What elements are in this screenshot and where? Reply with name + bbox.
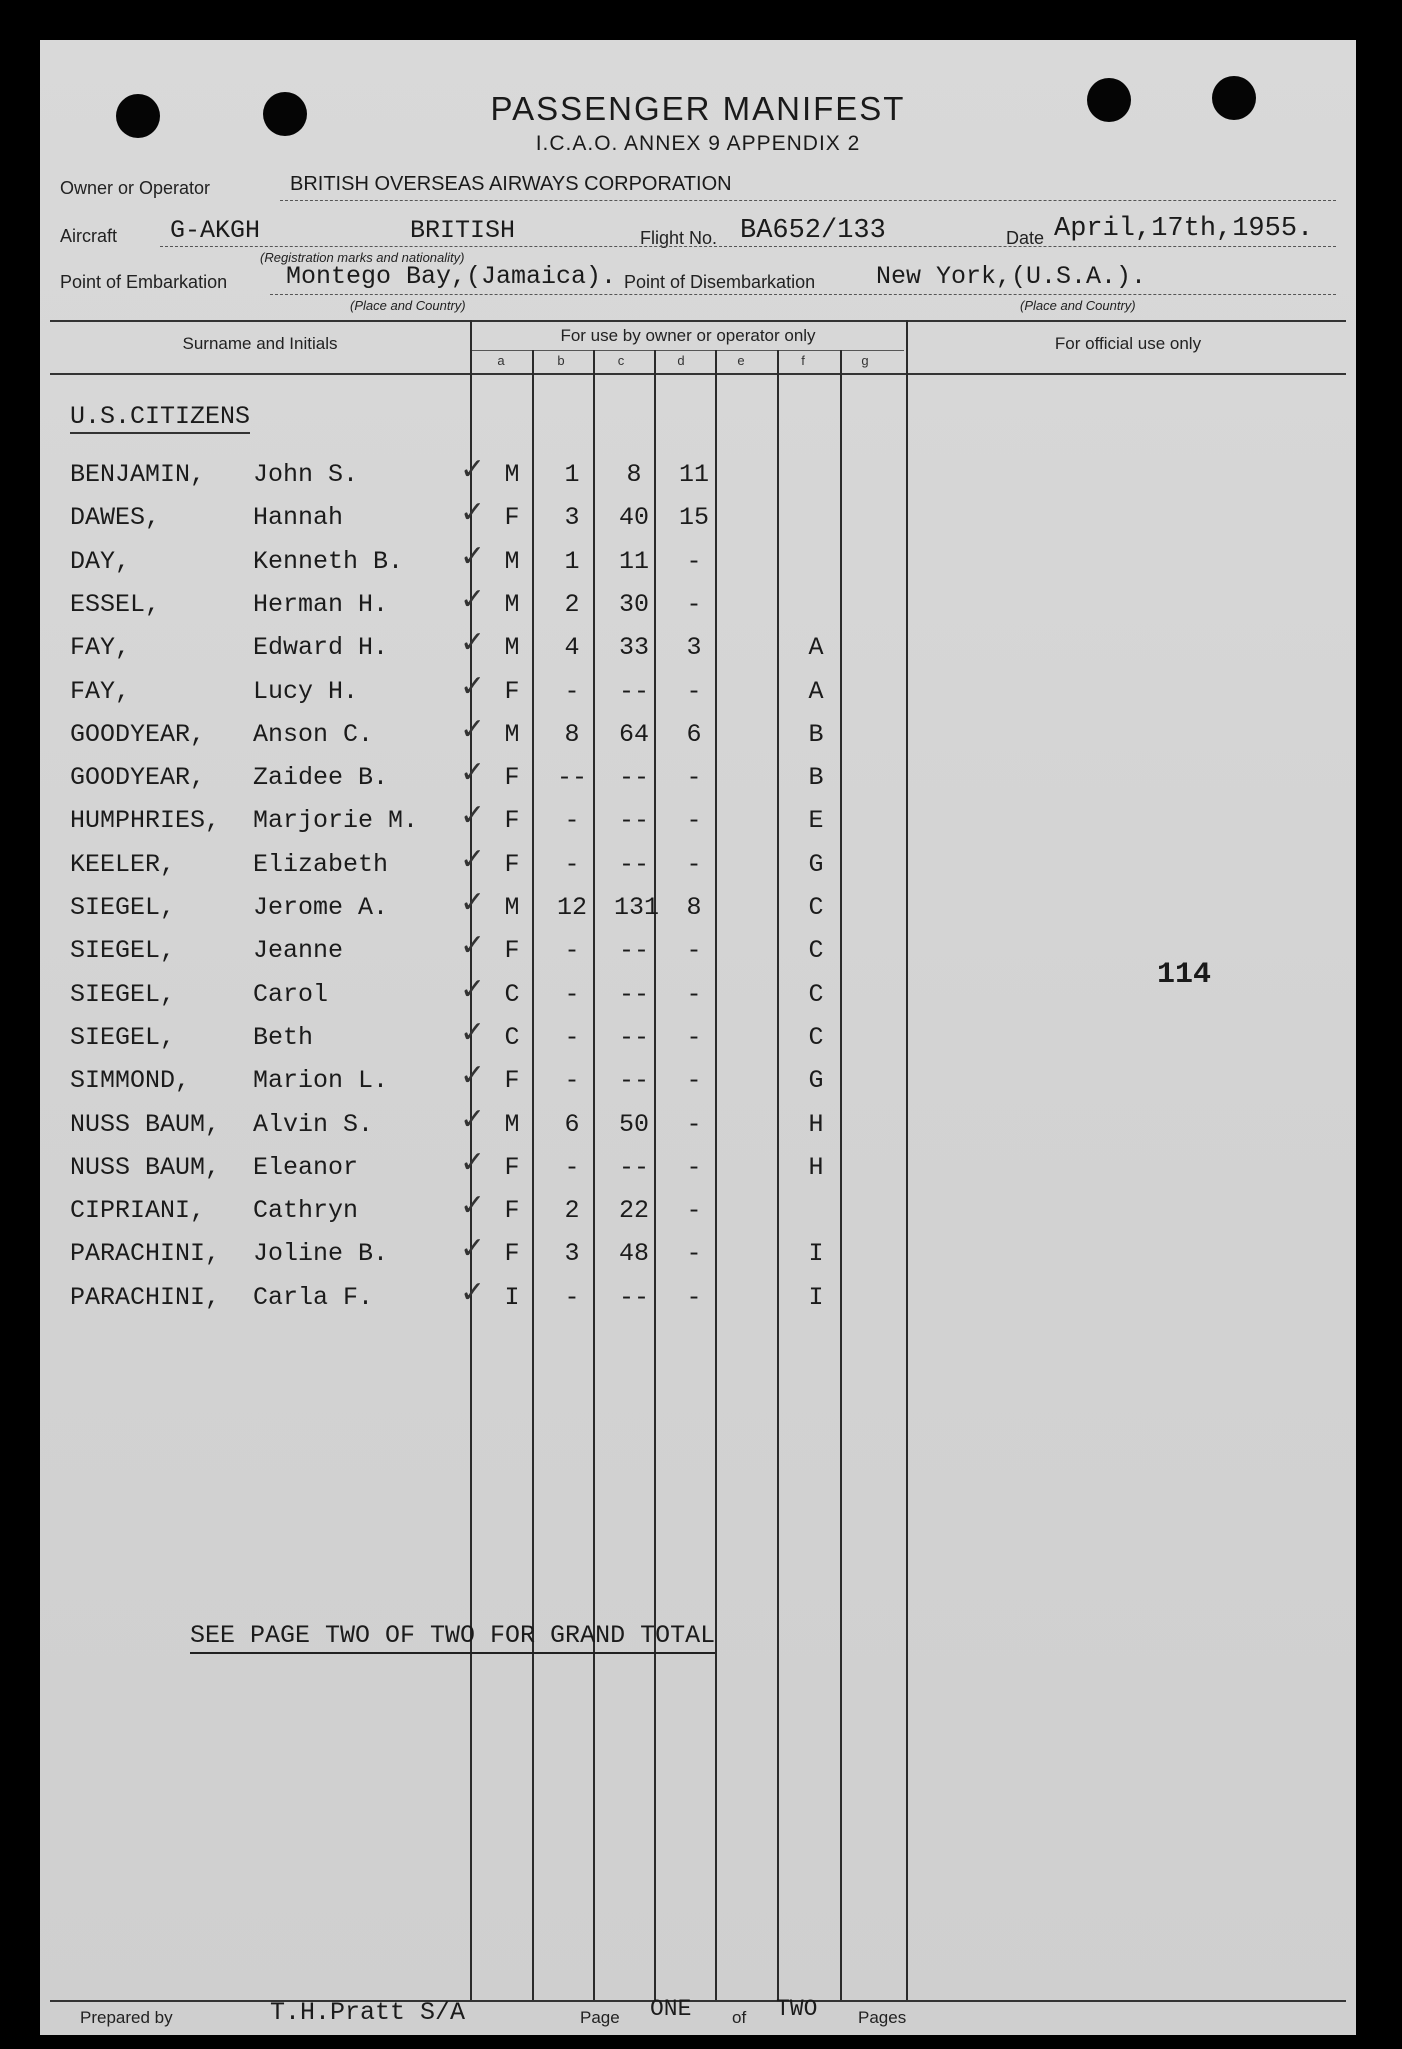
passenger-given-name: Marion L. [253,1066,389,1095]
embarkation-value: Montego Bay,(Jamaica). [286,262,617,291]
of-label: of [732,2008,747,2027]
registration-note: (Registration marks and nationality) [260,250,465,265]
check-mark-icon: ✓ [460,799,486,832]
cell-a: F [504,936,520,965]
table-row [40,1189,1356,1236]
check-mark-icon: ✓ [460,756,486,789]
cell-a: F [504,1153,520,1182]
col-letter-e: e [737,353,745,368]
cell-f: I [808,1239,824,1268]
cell-c: 11 [618,547,649,576]
surname-column-header: Surname and Initials [182,334,338,353]
table-row [40,1016,1356,1063]
cell-d: - [686,1196,702,1225]
cell-c: -- [618,936,649,965]
col-letter-a: a [497,353,505,368]
cell-b: - [564,850,580,879]
cell-f: H [808,1110,824,1139]
manifest-page [40,40,1356,2035]
cell-f: G [808,850,824,879]
table-row [40,756,1356,803]
cell-d: - [686,1239,702,1268]
cell-a: I [504,1283,520,1312]
cell-f: H [808,1153,824,1182]
cell-d: - [686,1023,702,1052]
cell-a: C [504,980,520,1009]
check-mark-icon: ✓ [460,1189,486,1222]
cell-a: F [504,806,520,835]
passenger-surname: SIMMOND, [70,1066,191,1095]
cell-b: - [564,1283,580,1312]
embarkation-label: Point of Embarkation [60,272,228,292]
cell-c: -- [618,1066,649,1095]
passenger-surname: FAY, [70,633,131,662]
table-row [40,670,1356,717]
cell-d: - [686,1110,702,1139]
prepared-by-value: T.H.Pratt S/A [270,1998,466,2027]
cell-c: -- [618,980,649,1009]
prepared-by-label: Prepared by [80,2008,173,2027]
cell-b: -- [556,763,587,792]
cell-d: - [686,806,702,835]
cell-f: G [808,1066,824,1095]
cell-f: A [808,677,824,706]
cell-d: - [686,1153,702,1182]
cell-f: A [808,633,824,662]
cell-a: F [504,677,520,706]
cell-b: - [564,980,580,1009]
cell-c: -- [618,850,649,879]
cell-b: - [564,1153,580,1182]
page-number: ONE [650,1996,692,2022]
cell-d: - [686,677,702,706]
cell-b: - [564,936,580,965]
cell-b: - [564,1066,580,1095]
grand-total-note: SEE PAGE TWO OF TWO FOR GRAND TOTAL [190,1620,715,1654]
cell-b: 3 [564,1239,580,1268]
cell-c: 64 [618,720,649,749]
passenger-given-name: Edward H. [253,633,389,662]
check-mark-icon: ✓ [460,540,486,573]
cell-d: 3 [686,633,702,662]
cell-a: M [504,547,520,576]
table-row [40,843,1356,890]
aircraft-rule [160,246,1336,247]
pages-label: Pages [858,2008,907,2027]
check-mark-icon: ✓ [460,1276,486,1309]
cell-b: 1 [564,547,580,576]
passenger-given-name: John S. [253,460,359,489]
cell-d: - [686,547,702,576]
cell-b: 1 [564,460,580,489]
table-row [40,496,1356,543]
flight-number: BA652/133 [740,216,886,246]
check-mark-icon: ✓ [460,1232,486,1265]
cell-d: - [686,763,702,792]
cell-a: M [504,1110,520,1139]
col-letter-c: c [617,353,625,368]
table-row [40,1276,1356,1323]
check-mark-icon: ✓ [460,843,486,876]
date-label: Date [1006,228,1045,248]
table-top-rule [50,320,1346,322]
passenger-surname: HUMPHRIES, [70,806,221,835]
passenger-surname: GOODYEAR, [70,763,206,792]
passenger-given-name: Hannah [253,503,344,532]
cell-a: F [504,1196,520,1225]
check-mark-icon: ✓ [460,973,486,1006]
cell-c: 30 [618,590,649,619]
passenger-surname: BENJAMIN, [70,460,206,489]
cell-a: M [504,893,520,922]
passenger-surname: FAY, [70,677,131,706]
cell-b: - [564,806,580,835]
check-mark-icon: ✓ [460,1059,486,1092]
check-mark-icon: ✓ [460,713,486,746]
check-mark-icon: ✓ [460,496,486,529]
passenger-surname: KEELER, [70,850,176,879]
check-mark-icon: ✓ [460,1146,486,1179]
table-row [40,886,1356,933]
passenger-given-name: Jeanne [253,936,344,965]
table-row [40,1146,1356,1193]
cell-f: C [808,1023,824,1052]
cell-c: 8 [626,460,642,489]
cell-b: 6 [564,1110,580,1139]
official-use-header: For official use only [1054,334,1202,353]
passenger-given-name: Carol [253,980,329,1009]
cell-b: - [564,1023,580,1052]
cell-b: 3 [564,503,580,532]
passenger-given-name: Joline B. [253,1239,389,1268]
passenger-surname: PARACHINI, [70,1283,221,1312]
passenger-given-name: Cathryn [253,1196,359,1225]
cell-f: B [808,763,824,792]
aircraft-registration: G-AKGH [170,216,261,245]
passenger-given-name: Carla F. [253,1283,374,1312]
cell-d: 11 [678,460,709,489]
cell-c: 33 [618,633,649,662]
date-value: April,17th,1955. [1054,214,1314,244]
table-row [40,1103,1356,1150]
cell-c: 40 [618,503,649,532]
owner-rule [280,200,1336,201]
cell-b: 2 [564,590,580,619]
passenger-given-name: Beth [253,1023,314,1052]
cell-c: 22 [618,1196,649,1225]
col-letter-d: d [677,353,685,368]
passenger-surname: NUSS BAUM, [70,1110,221,1139]
table-row [40,540,1356,587]
passenger-surname: SIEGEL, [70,893,176,922]
cell-a: F [504,850,520,879]
cell-a: M [504,633,520,662]
check-mark-icon: ✓ [460,670,486,703]
disembarkation-label: Point of Disembarkation [624,272,816,292]
manifest-subtitle: I.C.A.O. ANNEX 9 APPENDIX 2 [535,132,861,155]
manifest-title: PASSENGER MANIFEST [490,90,906,127]
cell-c: -- [618,1023,649,1052]
cell-b: 4 [564,633,580,662]
cell-a: F [504,763,520,792]
col-letter-f: f [801,353,805,368]
cell-f: C [808,893,824,922]
table-row [40,453,1356,500]
col-letter-b: b [557,353,565,368]
passenger-surname: ESSEL, [70,590,161,619]
passenger-given-name: Eleanor [253,1153,359,1182]
cell-d: 15 [678,503,709,532]
embarkation-rule [270,294,1336,295]
passenger-given-name: Alvin S. [253,1110,374,1139]
disembarkation-value: New York,(U.S.A.). [876,262,1147,291]
table-row [40,583,1356,630]
table-row [40,1232,1356,1279]
check-mark-icon: ✓ [460,583,486,616]
aircraft-label: Aircraft [60,226,118,246]
cell-c: 48 [618,1239,649,1268]
check-mark-icon: ✓ [460,1103,486,1136]
passenger-given-name: Marjorie M. [253,806,419,835]
owner-value: BRITISH OVERSEAS AIRWAYS CORPORATION [290,173,732,195]
owner-use-header: For use by owner or operator only [560,326,816,345]
cell-a: F [504,1239,520,1268]
cell-a: M [504,590,520,619]
cell-a: F [504,1066,520,1095]
total-pages: TWO [776,1996,818,2022]
cell-f: B [808,720,824,749]
cell-c: 131 [614,893,660,922]
cell-a: C [504,1023,520,1052]
passenger-surname: DAWES, [70,503,161,532]
table-row [40,713,1356,760]
page-label: Page [580,2008,620,2027]
table-row [40,1059,1356,1106]
passenger-surname: DAY, [70,547,131,576]
cell-c: -- [618,806,649,835]
cell-f: I [808,1283,824,1312]
passenger-surname: SIEGEL, [70,980,176,1009]
cell-b: 2 [564,1196,580,1225]
cell-b: 8 [564,720,580,749]
check-mark-icon: ✓ [460,886,486,919]
cell-c: -- [618,763,649,792]
place-note-left: (Place and Country) [350,298,466,313]
cell-d: - [686,936,702,965]
cell-d: 8 [686,893,702,922]
cell-d: - [686,980,702,1009]
passenger-surname: SIEGEL, [70,1023,176,1052]
check-mark-icon: ✓ [460,1016,486,1049]
official-stamp-number: 114 [1157,958,1212,992]
passenger-given-name: Lucy H. [253,677,359,706]
cell-c: -- [618,677,649,706]
flight-label: Flight No. [640,228,718,248]
passenger-surname: SIEGEL, [70,936,176,965]
place-note-right: (Place and Country) [1020,298,1136,313]
cell-d: - [686,590,702,619]
owner-label: Owner or Operator [60,178,211,198]
cell-f: C [808,936,824,965]
table-header-rule [50,373,1346,375]
passenger-surname: GOODYEAR, [70,720,206,749]
cell-d: - [686,850,702,879]
passenger-surname: CIPRIANI, [70,1196,206,1225]
passenger-surname: NUSS BAUM, [70,1153,221,1182]
passenger-given-name: Herman H. [253,590,389,619]
check-mark-icon: ✓ [460,453,486,486]
section-title: U.S.CITIZENS [70,402,250,434]
cell-d: 6 [686,720,702,749]
cell-d: - [686,1066,702,1095]
cell-a: M [504,720,520,749]
check-mark-icon: ✓ [460,626,486,659]
cell-c: 50 [618,1110,649,1139]
footer-rule [50,2000,1346,2002]
passenger-surname: PARACHINI, [70,1239,221,1268]
cell-d: - [686,1283,702,1312]
passenger-given-name: Jerome A. [253,893,389,922]
passenger-given-name: Elizabeth [253,850,389,879]
aircraft-nationality: BRITISH [410,216,516,245]
table-row [40,626,1356,673]
passenger-given-name: Kenneth B. [253,547,404,576]
cell-c: -- [618,1283,649,1312]
cell-f: C [808,980,824,1009]
table-row [40,799,1356,846]
cell-a: M [504,460,520,489]
cell-c: -- [618,1153,649,1182]
cell-a: F [504,503,520,532]
cell-b: 12 [556,893,587,922]
check-mark-icon: ✓ [460,929,486,962]
cell-f: E [808,806,824,835]
col-letter-g: g [861,353,869,368]
cell-b: - [564,677,580,706]
passenger-given-name: Anson C. [253,720,374,749]
passenger-given-name: Zaidee B. [253,763,389,792]
